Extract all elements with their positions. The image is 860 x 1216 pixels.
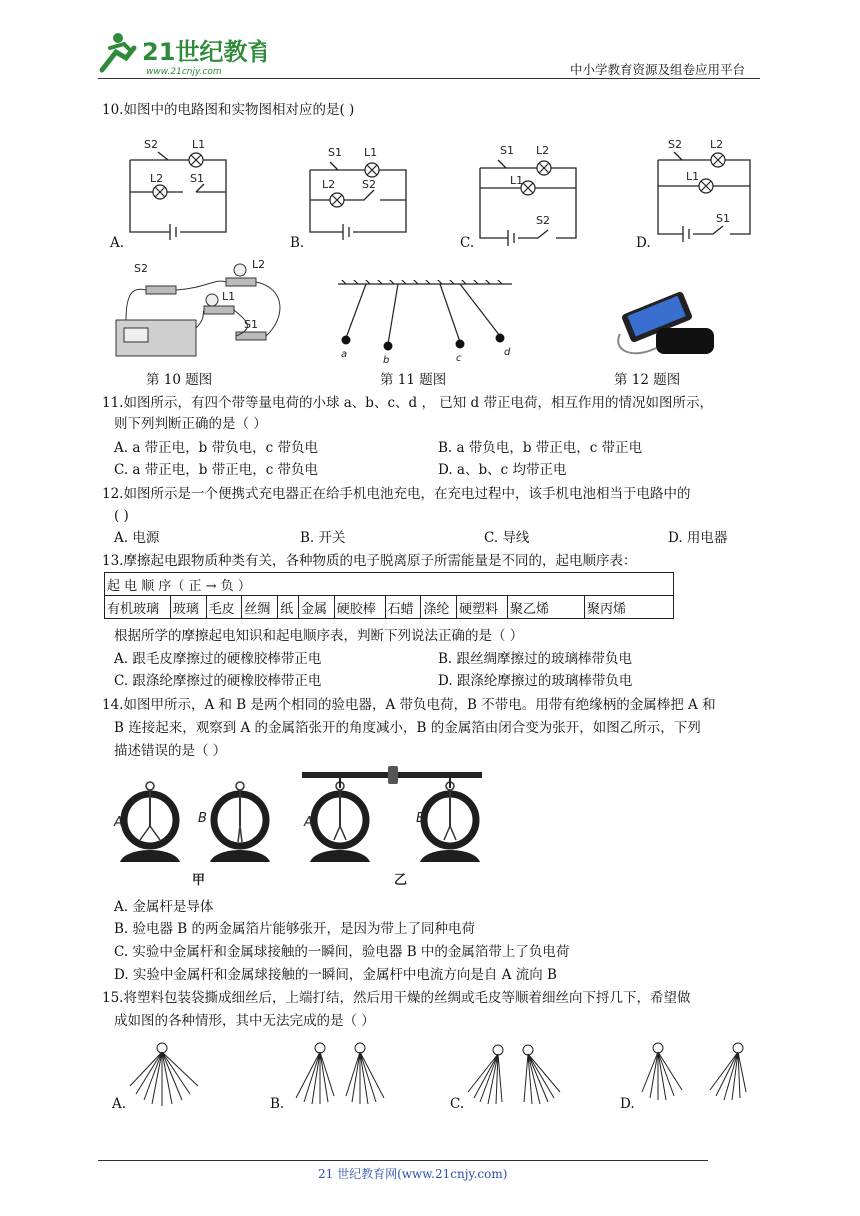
svg-text:乙: 乙	[394, 873, 408, 888]
svg-text:b: b	[383, 355, 390, 364]
power-bank-icon	[656, 328, 714, 354]
table-cell: 丝绸	[242, 596, 278, 619]
q10-physical-circuit-photo	[106, 258, 306, 362]
svg-text:S2: S2	[362, 178, 376, 191]
svg-text:S2: S2	[536, 214, 550, 227]
svg-text:A: A	[114, 815, 123, 830]
logo-url: www.21cnjy.com	[146, 67, 222, 77]
table-cell: 聚丙烯	[585, 596, 674, 619]
q15-option-d[interactable]: D.	[620, 1096, 635, 1112]
svg-text:d: d	[504, 347, 511, 358]
svg-text:a: a	[341, 349, 348, 360]
q11-stem-line2: 则下列判断正确的是（ ）	[114, 416, 267, 432]
table-cell: 玻璃	[170, 596, 206, 619]
svg-text:L1: L1	[192, 138, 206, 151]
svg-text:L2: L2	[252, 258, 266, 271]
q14-option-d[interactable]: D. 实验中金属杆和金属球接触的一瞬间，金属杆中电流方向是自 A 流向 B	[114, 967, 557, 983]
circuit-a	[130, 152, 226, 240]
insulated-metal-rod	[302, 766, 482, 788]
svg-text:L2: L2	[150, 172, 164, 185]
q10-circuit-diagrams	[108, 130, 768, 250]
q10-stem: 10.如图中的电路图和实物图相对应的是( )	[102, 102, 355, 118]
q14-stem-line1: 14.如图甲所示，A 和 B 是两个相同的验电器，A 带负电荷，B 不带电。用带有绝缘柄的金属棒把 A 和	[102, 697, 716, 713]
ball-a	[342, 336, 351, 345]
q10-option-a[interactable]: A.	[110, 235, 125, 251]
triboelectric-series-table	[104, 572, 674, 619]
svg-text:A: A	[304, 815, 313, 830]
svg-text:B: B	[416, 811, 425, 826]
table-cell: 聚乙烯	[508, 596, 585, 619]
q14-option-a[interactable]: A. 金属杆是导体	[114, 899, 214, 915]
table-cell: 毛皮	[206, 596, 242, 619]
logo-text: 21世纪教育	[142, 38, 266, 66]
q11-option-c[interactable]: C. a 带正电，b 带正电，c 带负电	[114, 462, 319, 478]
q15-stem-line1: 15.将塑料包装袋撕成细丝后，上端打结，然后用干燥的丝绸或毛皮等顺着细丝向下捋几下，希望做	[102, 990, 691, 1006]
svg-text:L2: L2	[710, 138, 724, 151]
svg-text:L1: L1	[686, 170, 700, 183]
svg-text:S1: S1	[244, 318, 258, 331]
svg-text:c: c	[456, 353, 462, 364]
table-header: 起 电 顺 序（ 正 → 负 ）	[105, 573, 674, 596]
ball-c	[456, 340, 465, 349]
q14-option-b[interactable]: B. 验电器 B 的两金属箔片能够张开，是因为带上了同种电荷	[114, 921, 476, 937]
svg-text:S2: S2	[144, 138, 158, 151]
q15-option-c[interactable]: C.	[450, 1096, 465, 1112]
table-cell: 硬塑料	[457, 596, 508, 619]
q11-figure-caption: 第 11 题图	[380, 372, 447, 388]
svg-text:L1: L1	[364, 146, 378, 159]
table-cell: 涤纶	[421, 596, 457, 619]
site-logo	[96, 30, 266, 78]
q12-option-c[interactable]: C. 导线	[484, 530, 530, 546]
svg-text:甲: 甲	[192, 873, 206, 888]
platform-name: 中小学教育资源及组卷应用平台	[570, 62, 746, 77]
svg-text:S1: S1	[190, 172, 204, 185]
footer-link[interactable]: 21 世纪教育网(www.21cnjy.com)	[318, 1167, 508, 1181]
table-cell: 石蜡	[385, 596, 421, 619]
q11-option-d[interactable]: D. a、b、c 均带正电	[438, 462, 567, 478]
q10-option-d[interactable]: D.	[636, 235, 651, 251]
circuit-b	[310, 162, 406, 240]
q14-electroscope-figure	[112, 766, 482, 888]
circuit-c	[480, 160, 576, 246]
q12-stem-line2: ( )	[114, 508, 129, 524]
header-rule	[98, 78, 760, 79]
q15-stem-line2: 成如图的各种情形，其中无法完成的是（ ）	[114, 1013, 375, 1029]
table-cell: 有机玻璃	[105, 596, 171, 619]
q11-option-a[interactable]: A. a 带正电，b 带负电，c 带负电	[114, 440, 318, 456]
strands-c	[468, 1045, 560, 1104]
circuit-d	[658, 152, 750, 242]
strands-a	[130, 1043, 198, 1106]
q15-plastic-strands-figures	[120, 1036, 760, 1112]
svg-text:B: B	[198, 811, 207, 826]
strands-d	[642, 1043, 746, 1100]
q10-figure-caption: 第 10 题图	[146, 372, 213, 388]
svg-text:L1: L1	[222, 290, 236, 303]
svg-text:S1: S1	[716, 212, 730, 225]
q12-option-a[interactable]: A. 电源	[114, 530, 160, 546]
q10-option-b[interactable]: B.	[290, 235, 305, 251]
runner-logo-icon	[102, 33, 134, 70]
table-cell: 金属	[298, 596, 334, 619]
svg-text:S2: S2	[134, 262, 148, 275]
q13-option-d[interactable]: D. 跟涤纶摩擦过的玻璃棒带负电	[438, 673, 633, 689]
q15-option-a[interactable]: A.	[112, 1096, 127, 1112]
table-cell: 纸	[278, 596, 299, 619]
ball-b	[384, 342, 393, 351]
q13-option-c[interactable]: C. 跟涤纶摩擦过的硬橡胶棒带正电	[114, 673, 322, 689]
q11-stem-line1: 11.如图所示，有四个带等量电荷的小球 a、b、c、d ， 已知 d 带正电荷，相互作用的情况如图所示，	[102, 395, 713, 411]
table-row	[105, 596, 674, 619]
svg-text:S1: S1	[328, 146, 342, 159]
q14-stem-line3: 描述错误的是（ ）	[114, 743, 227, 759]
q12-charger-phone-photo	[612, 290, 722, 362]
q13-instruction: 根据所学的摩擦起电知识和起电顺序表，判断下列说法正确的是（ ）	[114, 628, 524, 644]
svg-text:L2: L2	[322, 178, 336, 191]
q12-option-d[interactable]: D. 用电器	[668, 530, 728, 546]
ball-d	[496, 334, 505, 343]
svg-text:S1: S1	[500, 144, 514, 157]
footer-rule	[98, 1160, 708, 1161]
q12-figure-caption: 第 12 题图	[614, 372, 681, 388]
q11-option-b[interactable]: B. a 带负电，b 带正电，c 带正电	[438, 440, 643, 456]
q14-option-c[interactable]: C. 实验中金属杆和金属球接触的一瞬间，验电器 B 中的金属箔带上了负电荷	[114, 944, 570, 960]
q12-stem-line1: 12.如图所示是一个便携式充电器正在给手机电池充电，在充电过程中，该手机电池相当于电路中的	[102, 486, 691, 502]
q14-stem-line2: B 连接起来，观察到 A 的金属箔张开的角度减小，B 的金属箔由闭合变为张开，如图乙所示，下列	[114, 720, 701, 736]
q10-option-c[interactable]: C.	[460, 235, 475, 251]
table-cell: 硬胶棒	[334, 596, 385, 619]
svg-text:S2: S2	[668, 138, 682, 151]
q13-stem: 13.摩擦起电跟物质种类有关，各种物质的电子脱离原子所需能量是不同的，起电顺序表：	[102, 553, 637, 569]
q15-option-b[interactable]: B.	[270, 1096, 285, 1112]
q11-hanging-balls-figure	[336, 280, 516, 364]
q12-option-b[interactable]: B. 开关	[300, 530, 346, 546]
q13-option-b[interactable]: B. 跟丝绸摩擦过的玻璃棒带负电	[438, 651, 633, 667]
svg-text:L2: L2	[536, 144, 550, 157]
q13-option-a[interactable]: A. 跟毛皮摩擦过的硬橡胶棒带正电	[114, 651, 322, 667]
svg-text:L1: L1	[510, 174, 524, 187]
strands-b	[296, 1043, 384, 1104]
